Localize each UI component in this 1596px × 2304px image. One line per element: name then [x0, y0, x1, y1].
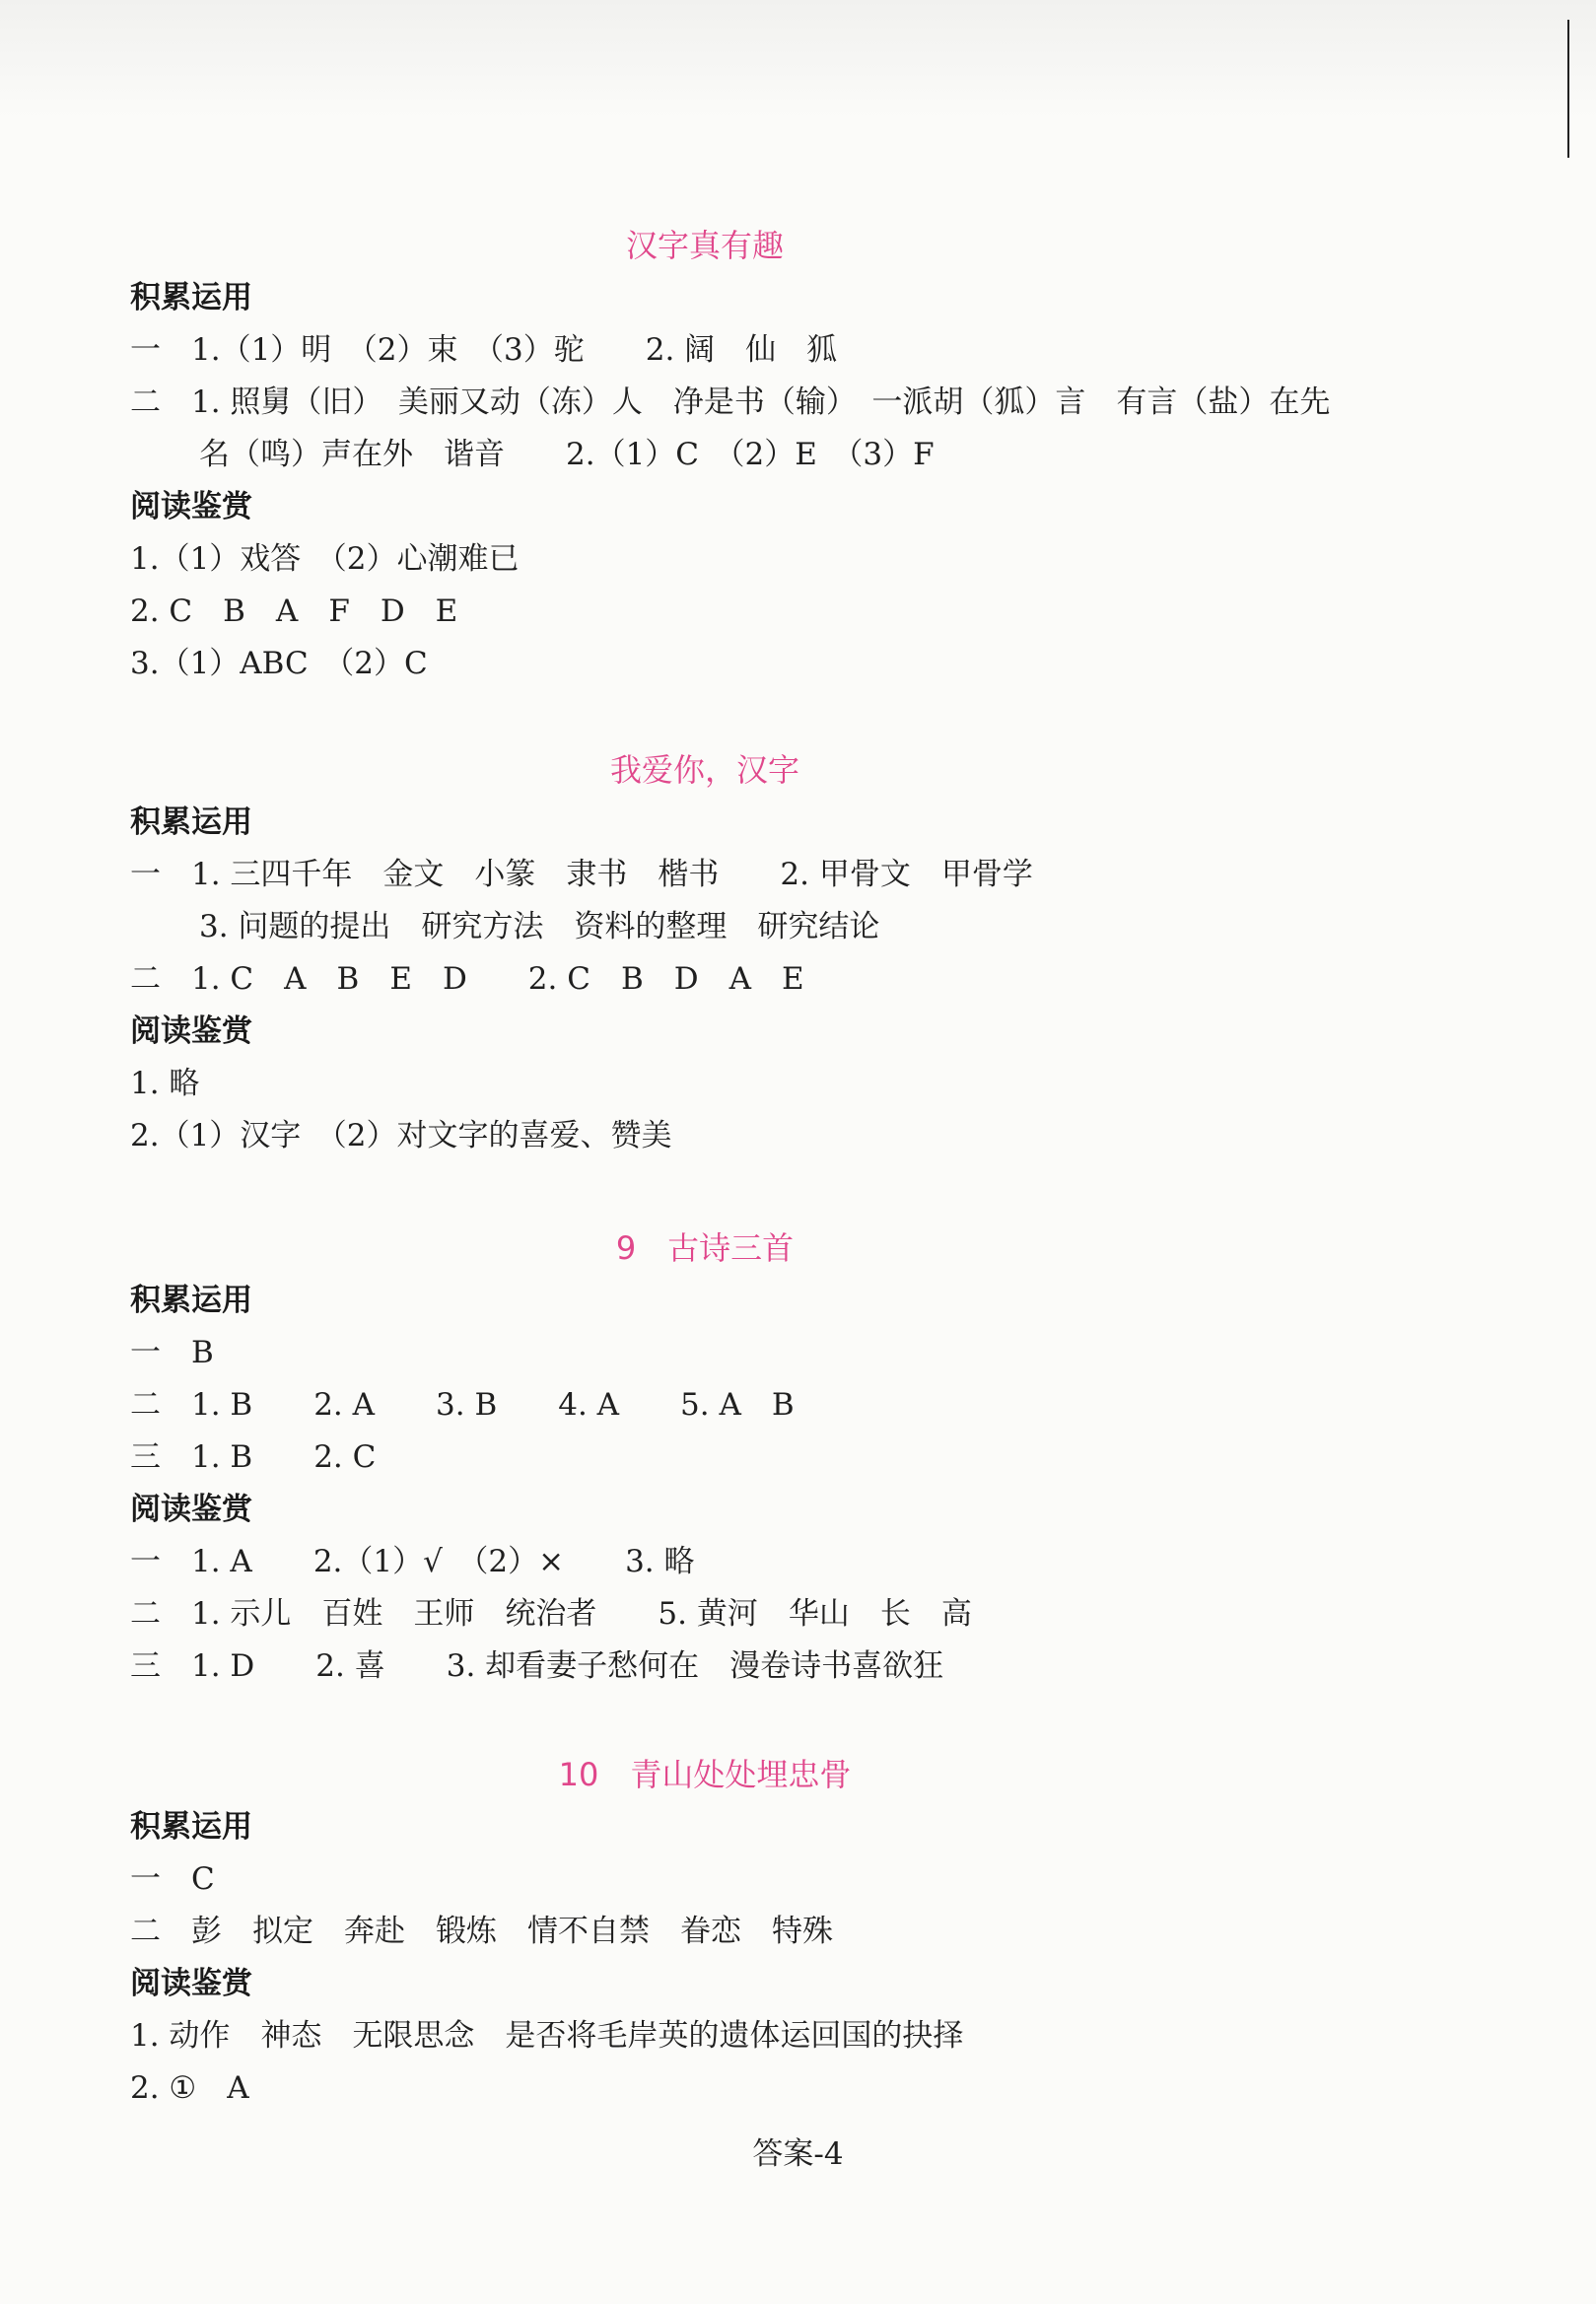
answer-line: 一 1. A 2.（1）√ （2）× 3. 略 — [130, 1544, 695, 1579]
answer-line: 2. ① A — [130, 2070, 249, 2106]
subheading-reading: 阅读鉴赏 — [130, 489, 252, 524]
section-hanzi-zhenyouqu — [130, 219, 1510, 690]
answer-line: 2. C B A F D E — [130, 593, 458, 629]
subheading-accumulation: 积累运用 — [130, 804, 252, 840]
answer-line: 三 1. D 2. 喜 3. 却看妻子愁何在 漫卷诗书喜欲狂 — [130, 1648, 944, 1684]
subheading-reading: 阅读鉴赏 — [130, 1013, 252, 1049]
subheading-reading: 阅读鉴赏 — [130, 1492, 252, 1527]
answer-line: 1. 动作 神态 无限思念 是否将毛岸英的遗体运回国的抉择 — [130, 2018, 964, 2054]
answer-line: 名（鸣）声在外 谐音 2.（1）C （2）E （3）F — [199, 437, 935, 472]
answer-line: 三 1. B 2. C — [130, 1439, 377, 1475]
section-title: 我爱你，汉字 — [609, 751, 799, 789]
subheading-reading: 阅读鉴赏 — [130, 1966, 252, 2001]
answer-line: 一 1. 三四千年 金文 小篆 隶书 楷书 2. 甲骨文 甲骨学 — [130, 857, 1033, 892]
answer-line: 一 B — [130, 1335, 214, 1370]
scan-top-shade — [0, 0, 1596, 118]
answer-line: 一 C — [130, 1861, 215, 1897]
answer-line: 3.（1）ABC （2）C — [130, 646, 428, 681]
answer-line: 二 1. 照舅（旧） 美丽又动（冻）人 净是书（输） 一派胡（狐）言 有言（盐）在先 — [130, 384, 1331, 420]
subheading-accumulation: 积累运用 — [130, 1809, 252, 1845]
answer-line: 二 1. 示儿 百姓 王师 统治者 5. 黄河 华山 长 高 — [130, 1596, 972, 1632]
answer-line: 1.（1）戏答 （2）心潮难已 — [130, 541, 520, 577]
section-title: 9 古诗三首 — [615, 1229, 795, 1267]
content — [130, 219, 1510, 2115]
subheading-accumulation: 积累运用 — [130, 280, 252, 315]
answer-line: 3. 问题的提出 研究方法 资料的整理 研究结论 — [199, 909, 880, 944]
answer-line: 二 彭 拟定 奔赴 锻炼 情不自禁 眷恋 特殊 — [130, 1914, 833, 1949]
answer-line: 一 1.（1）明 （2）束 （3）驼 2. 阔 仙 狐 — [130, 332, 838, 368]
page-number: 答案-4 — [752, 2136, 844, 2172]
section-qingshan-chuchu — [130, 1748, 1510, 2115]
answer-line: 二 1. B 2. A 3. B 4. A 5. A B — [130, 1387, 795, 1423]
answer-line: 二 1. C A B E D 2. C B D A E — [130, 961, 804, 997]
section-title: 10 青山处处埋忠骨 — [558, 1756, 852, 1793]
section-gushi-sanshou — [130, 1222, 1510, 1693]
section-wo-ai-ni-hanzi — [130, 743, 1510, 1162]
answer-line: 1. 略 — [130, 1066, 200, 1101]
subheading-accumulation: 积累运用 — [130, 1283, 252, 1318]
answer-line: 2.（1）汉字 （2）对文字的喜爱、赞美 — [130, 1118, 672, 1153]
section-title: 汉字真有趣 — [625, 227, 784, 264]
page-edge-line — [1567, 20, 1569, 158]
